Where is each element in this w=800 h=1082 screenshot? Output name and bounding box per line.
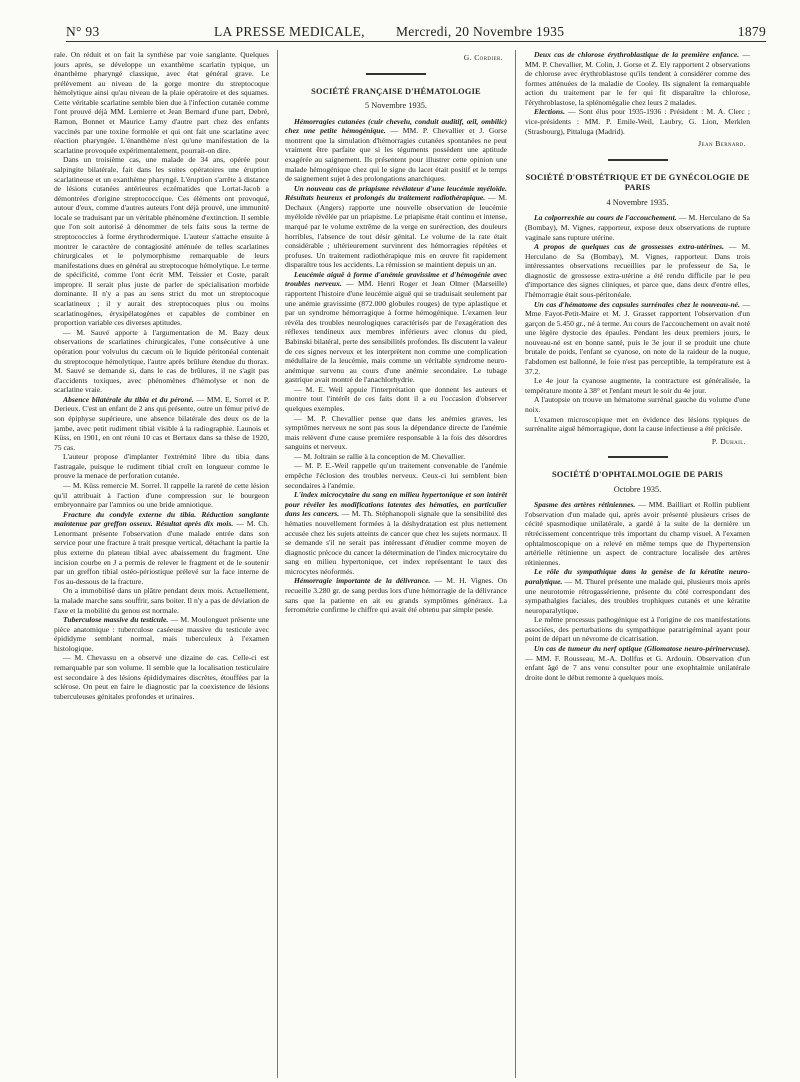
paragraph-text: — M. Küss remercie M. Sorrel. Il rappelle la rareté de cette lésion qu'il attribuait à l'action d'une compression sur le bourgeon embryonnaire par l'amnios ou une bride amniotique.	[54, 481, 269, 510]
paragraph	[525, 615, 750, 644]
section-separator	[608, 159, 668, 161]
report-title: Hémorragie importante de la délivrance.	[294, 576, 431, 586]
column-rule	[515, 50, 516, 1078]
paragraph-text: — M. H. Vignes. On recueille 3.280 gr. de sang perdus lors d'une hémorragie de la délivrance sans que la patiente en ait eu grands symptômes généraux. La ferrométrie confirme le chiffre qui avait été obtenu par simple pesée.	[285, 576, 507, 615]
paragraph-text: Le 4e jour la cyanose augmente, la contracture est généralisée, la température monte à 38° et l'enfant meurt le soir du 4e jour.	[525, 376, 750, 395]
report-title: L'index microcytaire du sang en milieu hypertonique et son intérêt pour révéler les modifications latentes des hématies, en particulier dans les cancers.	[285, 490, 507, 519]
hematologie-reports	[285, 117, 507, 615]
paragraph-text: — MM. Bailliart et Rollin publient l'observation d'un malade qui, après avoir présenté plusieurs crises de cécité spasmodique unilatérale, a gardé à la suite de la dernière un rétrécissement concentrique très important du champ visuel. A l'examen ophtalmoscopique on a relevé en même temps que de l'hypertension artérielle rétinienne un aspect de contracture localisée des artères rétiniennes.	[525, 500, 750, 567]
obstetrique-reports	[525, 213, 750, 433]
report-title: Un cas d'hématome des capsules surrénales chez le nouveau-né.	[534, 299, 740, 309]
report-title: A propos de quelques cas de grossesses extra-utérines.	[534, 242, 724, 252]
paragraph	[525, 376, 750, 395]
report-title: La colporrexhie au cours de l'accouchement.	[534, 213, 677, 223]
report-title: Leucémie aiguë à forme d'anémie gravissime et d'hémogénie avec troubles nerveux.	[285, 269, 507, 289]
issue-number: N° 93	[66, 24, 100, 39]
report-title: Hémorragies cutanées (cuir chevelu, conduit auditif, œil, ombilic) chez une petite hémogénique.	[285, 116, 507, 136]
paragraph	[54, 452, 269, 481]
paragraph-text: — M. Th. Stéphanopoli signale que la sensibilité des hématies nouvellement formées à la déshydratation est plus nettement accusée chez les sujets atteints de cancer que chez les sujets normaux. Il se demande s'il ne serait pas intéressant d'étudier comme moyen de diagnostic précoce du cancer la détermination de l'index microcytaire du sang en milieu hypertonique, cet index représentant le taux des microcytes néoformés.	[285, 509, 507, 576]
paragraph-text: Le même processus pathogénique est à l'origine de ces manifestations associées, des perturbations du sympathique paratrigéminal ayant pour point de départ un névrome de cicatrisation.	[525, 615, 750, 644]
paragraph-text: — MM. F. Rousseau, M.-A. Dollfus et G. Ardouin. Observation d'un enfant âgé de 7 ans venu consulter pour une exophtalmie unilatérale droite dont le début remonte à quelques mois.	[525, 653, 750, 682]
page-header	[66, 16, 766, 42]
paragraph-text: — M. Joltrain se rallie à la conception de M. Chevallier.	[294, 451, 466, 461]
signature-bernard: Jean Bernard.	[698, 139, 746, 149]
column-3	[525, 50, 750, 1082]
paragraph	[285, 461, 507, 490]
paragraph-text: A l'autopsie on trouve un hématome surrénal gauche du volume d'une noix.	[525, 395, 750, 414]
paragraph-text: — M. Dechaux (Angers) rapporte une nouvelle observation de leucémie myéloïde révélée par un priapisme. Le priapisme était continu et intense, marqué par le volume extrême de la verge en surérection, des douleurs horribles, l'absence de tout désir génital. Le volume de la rate était considérable ; ultérieurement survinrent des hémorragies répétées et profuses. Un traitement radiothérapique mis en œuvre fit rapidement disparaître tous les accidents. La rémission se maintient depuis un an.	[285, 193, 507, 270]
paragraph-text: — MM. Henri Roger et Jean Olmer (Marseille) rapportent l'histoire d'une leucémie aiguë qui se traduisait seulement par une anémie gravissime (872.000 globules rouges) de type aplastique et par un syndrome hémorragique à forme hémogénique. L'examen leur révéla des troubles neurologiques caractérisés par de l'exagération des réflexes tendineux aux membres inférieurs avec clonus du pied, Babinski bilatéral, perte des sensibilités profondes. Ils discutent la valeur de ces signes nerveux et les interprètent non comme une complication médullaire de la leucémie, mais comme un véritable syndrome neuro-anémique survenu au cours d'une anémie secondaire. Le tubage gastrique avait montré de l'anachlorhydrie.	[285, 279, 507, 385]
report-title: Un nouveau cas de priapisme révélateur d'une leucémie myéloïde. Résultats heureux et prolongés du traitement radiothérapique.	[285, 183, 507, 203]
report-title: Spasme des artères rétiniennes.	[534, 500, 636, 510]
report-title: Deux cas de chlorose érythroblastique de la première enfance.	[534, 50, 740, 59]
paragraph-text: — Mme Fayot-Petit-Maire et M. J. Grasset rapportent l'observation d'un garçon de 5.450 gr., né à terme. Au cours de l'accouchement on avait noté une légère dystocie des épaules. Pendant les deux premiers jours, le nouveau-né est en bonne santé, puis le 3e jour il se produit une chute brutale de poids, l'enfant se cyanose, on note de la raideur de la nuque, l'abdomen est ballonné, le foie n'est pas perceptible, la température est à 37.2.	[525, 299, 750, 376]
paragraph	[54, 155, 269, 327]
signature-cordier: G. Cordier.	[463, 53, 503, 62]
paragraph	[285, 184, 507, 270]
hematologie-reports-cont	[525, 50, 750, 136]
report-title: Elections.	[534, 107, 566, 117]
paragraph	[54, 510, 269, 587]
section-separator	[608, 456, 668, 458]
paragraph-text: — M. Chevassu en a observé une dizaine de cas. Celle-ci est remarquable par son volume. Il semble que la localisation testiculaire est secondaire à des lésions épididymaires discrètes, étouffées par la sclérose. On peut en faire le diagnostic par la coexistence de lésions tuberculeuses génitales profondes et urinaires.	[54, 653, 269, 701]
report-title: Un cas de tumeur du nerf optique (Gliomatose neuro-périnervcuse).	[534, 643, 750, 653]
paragraph-text: On a immobilisé dans un plâtre pendant deux mois. Actuellement, la malade marche sans souffrir, sans boiter. Il n'y a pas de déviation de l'axe et la mobilité du genou est normale.	[54, 586, 269, 615]
column-rule	[277, 50, 278, 1078]
paragraph	[525, 500, 750, 567]
page-number: 1879	[737, 24, 766, 39]
paragraph-text: — M. Herculano de Sa (Bombay), M. Vignes, rapporteur. Dans trois intéressantes observations recueillies par le professeur de Sa, le diagnostic de grossesse extra-utérine a été rendu difficile par le peu d'importance des signes cliniques, et parce que, dans deux d'entre elles, l'hémorragie était sous-péritonéale.	[525, 242, 750, 299]
column-2	[285, 50, 507, 1082]
paragraph-text: L'examen microscopique met en évidence des lésions typiques de surrénalite aiguë hémorragique, dont la cause infectieuse a été précisée.	[525, 414, 750, 434]
society-ophtalmologie-title: SOCIÉTÉ D'OPHTALMOLOGIE DE PARIS	[551, 470, 724, 480]
society-obstetrique-date: 4 Novembre 1935.	[606, 197, 669, 207]
report-title: Le rôle du sympathique dans la genèse de la kératite neuro-paralytique.	[525, 567, 750, 586]
paragraph-text: — MM. E. Sorrel et P. Derieux. C'est un enfant de 2 ans qui présente, outre un fémur privé de son épiphyse supérieure, une absence bilatérale des deux os de la jambe, avec petit rudiment tibial visible à la radiographie. Launois et Küss, en 1901, en ont réuni 10 cas et Bertaux dans sa thèse de 1920, 75 cas.	[54, 394, 269, 452]
paragraph	[525, 644, 750, 682]
paragraph-text: — M. Herculano de Sa (Bombay), M. Vignes, rapporteur, expose deux observations de rupture vaginale sans rupture utérine.	[525, 213, 750, 242]
paragraph	[285, 414, 507, 452]
paragraph-text: Dans un troisième cas, une malade de 34 ans, opérée pour salpingite bilatérale, fait dans les suites opératoires une éruption scarlatineuse et un exanthème pharyngé. L'éruption s'arrête à distance de lésions cutanées antérieures eczématides que Lortat-Jacob a démontrées d'origine streptococcique. Ces éléments ont provoqué, autour d'eux, comme d'autres auteurs l'ont déjà prouvé, une immunité locale se traduisant par un véritable phénomène d'extinction. Il semble que l'on soit autorisé à dénommer de tels faits sous la terme de streptococcies à forme érythrodermique. L'auteur s'attache ensuite à montrer le caractère de contagiosité atténuée de telles scarlatines chirurgicales et le polymorphisme remarquable de leurs manifestations dues en général au streptocoque hémolytique. Le terme de spécificité, comme l'ont écrit MM. Teissier et Coste, paraît impropre. Il serait plus juste de parler de spécialisation morbide dominante. Il n'y a pas au sens strict du mot un streptocoque scarlatineux ; il y aurait des streptocoques plus ou moins scarlatinogènes, érysipélatogènes et capables de combiner en proportion variable ces diverses aptitudes.	[54, 155, 269, 328]
society-ophtalmologie-date: Octobre 1935.	[613, 484, 662, 494]
paragraph	[285, 117, 507, 184]
paragraph	[54, 615, 269, 653]
paragraph	[54, 328, 269, 395]
paragraph	[54, 395, 269, 452]
section-separator	[366, 73, 426, 75]
paragraph	[525, 567, 750, 615]
paragraph-text: — M. P. E.-Weil rappelle qu'un traitement convenable de l'anémie empêche l'éclosion des troubles nerveux. Ceux-ci lui semblent bien secondaires à l'anémie.	[285, 461, 507, 490]
paragraph-text: — M. E. Weil appuie l'interprétation que donnent les auteurs et montre tout l'intérêt de ces faits dont il a eu l'occasion d'observer quelques exemples.	[285, 384, 507, 413]
report-title: Tuberculose massive du testicule.	[63, 615, 169, 625]
report-title: Absence bilatérale du tibia et du péroné.	[63, 394, 194, 404]
paragraph	[525, 107, 750, 136]
paragraph	[285, 452, 507, 462]
paragraph	[285, 385, 507, 414]
society-obstetrique-title: SOCIÉTÉ D'OBSTÉTRIQUE ET DE GYNÉCOLOGIE DE PARIS	[525, 172, 750, 193]
paragraph	[525, 300, 750, 377]
paragraph-text: — MM. P. Chevallier et J. Gorse montrent que la simulation d'hémorragies cutanées spontanées ne peut vraiment être parfaite que si les téguments possèdent une aptitude exagérée au saignement. Ils présentent pour illustrer cette opinion une malade hémogénique chez qui le signe du lacet était positif et le temps de saignement sujet à des prolongations anarchiques.	[285, 126, 507, 184]
paragraph-text: — M. Ch. Lenormant présente l'observation d'une malade entrée dans son service pour une fracture à trait presque vertical, détachant la partie la plus externe du plateau tibial avec abaissement du fragment. Une incision courbe en J a permis de relever le fragment et de le soutenir par un greffon tibial ostéo-périostique prélevé sur la face interne de l'os au-dessous de la fracture.	[54, 519, 269, 586]
paragraph	[285, 490, 507, 576]
paragraph	[285, 576, 507, 614]
society-hematologie-title: SOCIÉTÉ FRANÇAISE D'HÉMATOLOGIE	[311, 86, 481, 96]
paragraph	[525, 213, 750, 242]
paragraph	[525, 50, 750, 107]
signature-duhail: P. Duhail.	[711, 436, 746, 446]
paragraph	[54, 481, 269, 510]
paragraph	[54, 653, 269, 701]
column-1	[54, 50, 269, 1082]
paragraph	[525, 242, 750, 299]
issue-date: Mercredi, 20 Novembre 1935	[396, 24, 565, 39]
paragraph-text: — M. Thurel présente une malade qui, plusieurs mois après une neurotomie rétrogassérienne, présente du côté correspondant des sympathalgies faciales, des troubles trophiques cutanés et une kératite neuroparalytique.	[525, 576, 750, 615]
paragraph	[285, 270, 507, 385]
paragraph	[525, 415, 750, 434]
paragraph	[525, 395, 750, 414]
paragraph-text: — Sont élus pour 1935-1936 : Président : M. A. Clerc ; vice-présidents : MM. P. Emile-Weil, Laubry, G. Lion, Merklen (Strasbourg), Pittaluga (Madrid).	[525, 107, 750, 136]
paragraph-text: — M. P. Chevallier pense que dans les anémies graves, les symptômes nerveux ne sont pas sous la dépendance directe de l'anémie mais relèvent d'une cause première responsable à la fois des désordres sanguins et nerveux.	[285, 413, 507, 452]
paragraph	[54, 586, 269, 615]
paragraph-text: L'auteur propose d'implanter l'extrémité libre du tibia dans l'astragale, puisque le rudiment tibial croît en longueur comme le prouve la menace de perforation cutanée.	[54, 452, 269, 481]
paragraph-text: — MM. P. Chevallier, M. Colin, J. Gorse et Z. Ely rapportent 2 observations de chlorose avec érythroblastose qu'ils tendent à considérer comme des formes atténuées de la maladie de Cooley. Ils signalent la remarquable action du traitement par le fer qui fit disparaître la chlorose, l'érythroblastose, la splénomégalie chez leurs 2 malades.	[525, 50, 750, 107]
paragraph-text: — M. Sauvé apporte à l'argumentation de M. Bazy deux observations de scarlatines chirurgicales, l'une consécutive à une opération pour volvulus du cæcum où le liquide péritonéal contenait du streptocoque hémolytique, l'autre après brûlure étendue du thorax. M. Sauvé se demande si, dans le cas de brûlures, il ne s'agit pas d'accidents toxiques, avec phénomènes d'hémolyse et non de scarlatine vraie.	[54, 327, 269, 395]
ophtalmologie-reports	[525, 500, 750, 682]
society-hematologie-date: 5 Novembre 1935.	[365, 101, 427, 111]
paragraph-text: rale. On réduit et on fait la synthèse par voie sanglante. Quelques jours après, se développe un exanthème scarlatin typique, un énanthème pharyngé classique, avec état général grave. Le prélèvement au niveau de la gorge montre du streptocoque hémolytique ainsi qu'au niveau de la plaie opératoire et des squames. Cette véritable scarlatine semble bien due à l'infection cutanée comme l'ont prouvé déjà MM. Lemierre et Jean Bernard d'une part, Debré, Ramon, Bonnet et Maurice Lamy d'autre part chez des enfants vaccinés par une toxine formolée et qui ont fait une scarlatine avec réaction pharyngée. L'énanthème n'est qu'une manifestation de la scarlatine provoquée expérimentalement, pourrait-on dire.	[54, 50, 269, 155]
journal-title: LA PRESSE MEDICALE,	[214, 24, 365, 39]
paragraph	[54, 50, 269, 155]
report-title: Fracture du condyle externe du tibia. Réduction sanglante maintenue par greffon osseux. Résultat après dix mois.	[54, 509, 269, 529]
paragraph-text: — M. Moulonguet présente une pièce anatomique : tuberculose caséeuse massive du testicule avec épididyme semblant normal, mais tuberculeux à l'examen histologique.	[54, 615, 269, 653]
